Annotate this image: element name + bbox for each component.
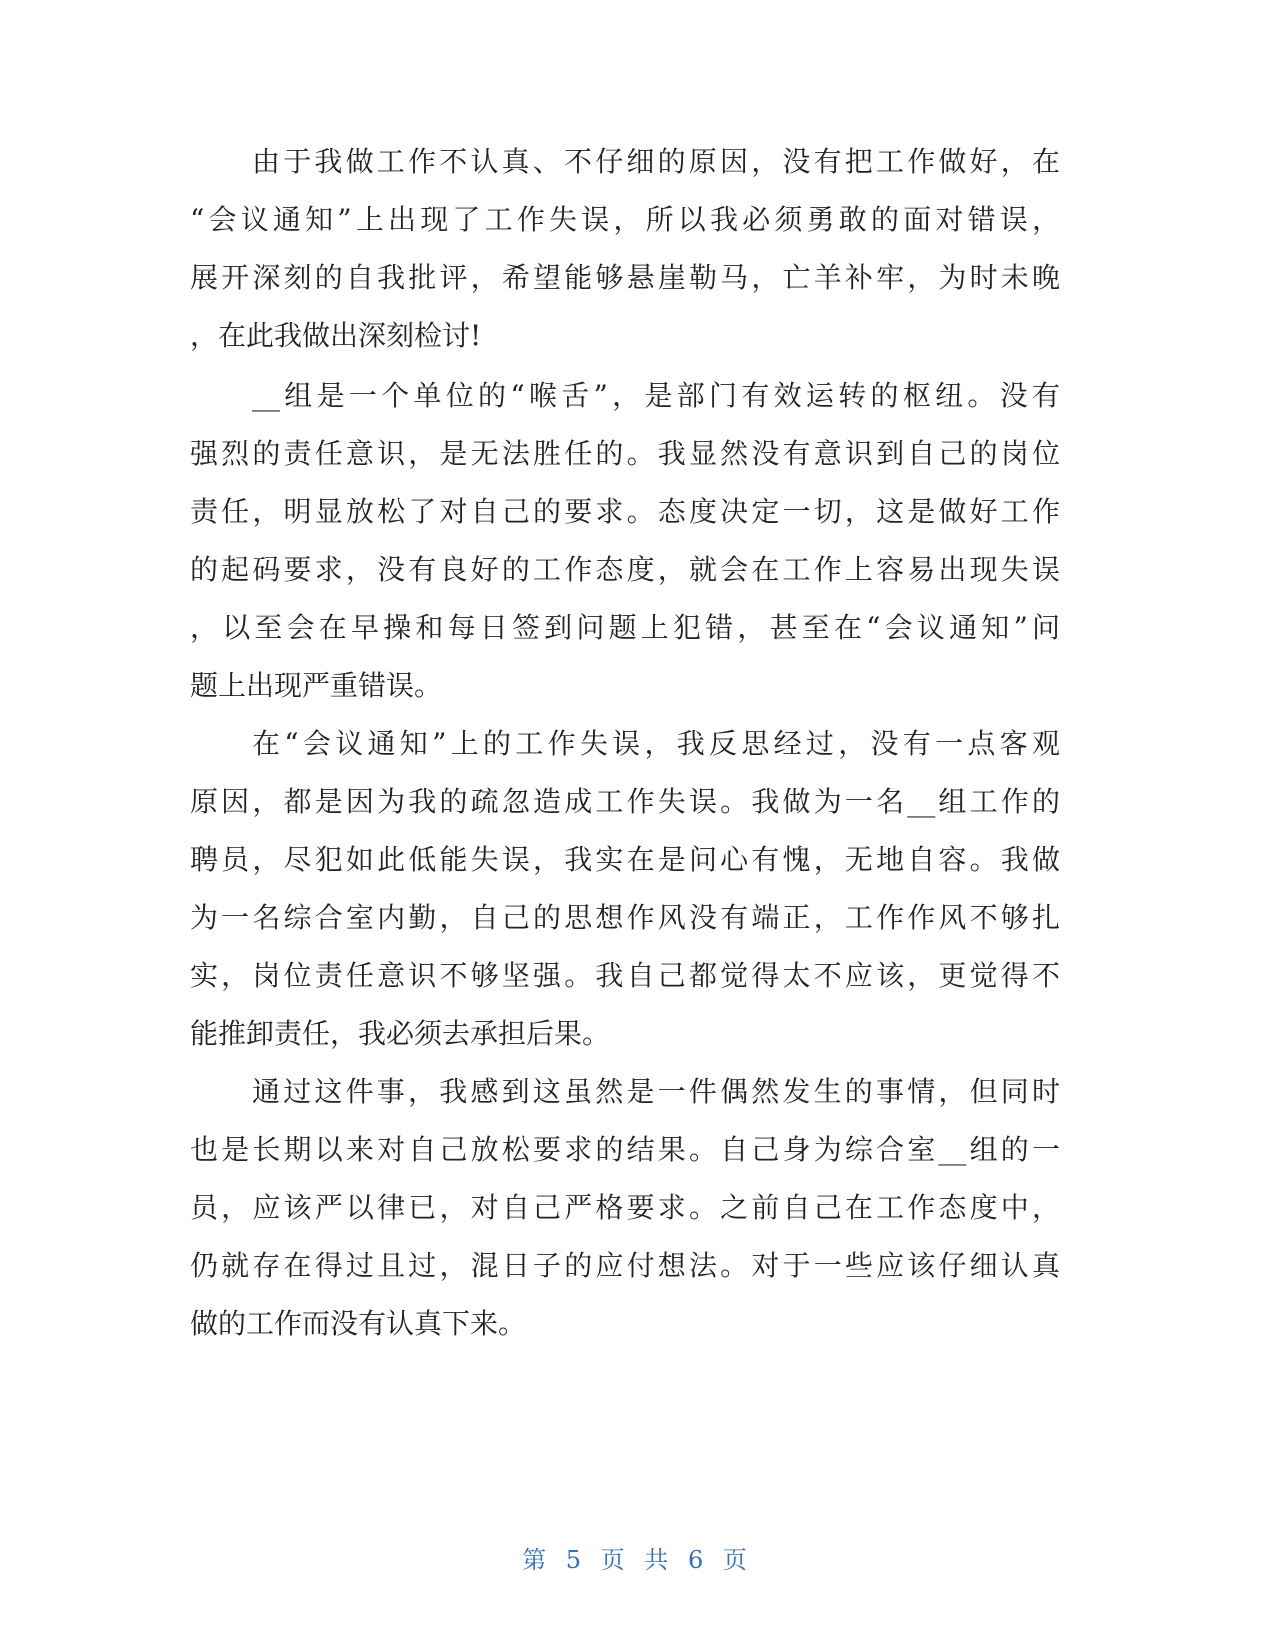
text-line: 在“会议通知”上的工作失误，我反思经过，没有一点客观 [252, 727, 1060, 760]
text-line: 责任，明显放松了对自己的要求。态度决定一切，这是做好工作 [190, 495, 1060, 528]
text-line: ，以至会在早操和每日签到问题上犯错，甚至在“会议通知”问 [190, 611, 1060, 644]
text-line: 做的工作而没有认真下来。 [190, 1307, 527, 1340]
text-line: ，在此我做出深刻检讨! [190, 319, 482, 352]
text-line: 原因，都是因为我的疏忽造成工作失误。我做为一名__组工作的 [190, 785, 1060, 818]
text-line: 强烈的责任意识，是无法胜任的。我显然没有意识到自己的岗位 [190, 437, 1060, 470]
text-line: 聘员，尽犯如此低能失误，我实在是问心有愧，无地自容。我做 [190, 843, 1060, 876]
text-line: 的起码要求，没有良好的工作态度，就会在工作上容易出现失误 [190, 553, 1060, 586]
text-line: “会议通知”上出现了工作失误，所以我必须勇敢的面对错误， [190, 203, 1060, 236]
text-line: 题上出现严重错误。 [190, 669, 443, 702]
text-line: 为一名综合室内勤，自己的思想作风没有端正，工作作风不够扎 [190, 901, 1060, 934]
text-line: 由于我做工作不认真、不仔细的原因，没有把工作做好，在 [252, 145, 1060, 178]
page-number-footer: 第 5 页 共 6 页 [522, 1546, 753, 1574]
text-line: 能推卸责任，我必须去承担后果。 [190, 1017, 611, 1050]
text-line: 通过这件事，我感到这虽然是一件偶然发生的事情，但同时 [252, 1075, 1060, 1108]
text-line: 仍就存在得过且过，混日子的应付想法。对于一些应该仔细认真 [190, 1249, 1060, 1282]
text-line: 员，应该严以律已，对自己严格要求。之前自己在工作态度中， [190, 1191, 1060, 1224]
text-line: 展开深刻的自我批评，希望能够悬崖勒马，亡羊补牢，为时未晚 [190, 261, 1060, 294]
text-line: 也是长期以来对自己放松要求的结果。自己身为综合室__组的一 [190, 1133, 1060, 1166]
text-line: 实，岗位责任意识不够坚强。我自己都觉得太不应该，更觉得不 [190, 959, 1060, 992]
text-line: __组是一个单位的“喉舌”，是部门有效运转的枢纽。没有 [252, 379, 1060, 412]
